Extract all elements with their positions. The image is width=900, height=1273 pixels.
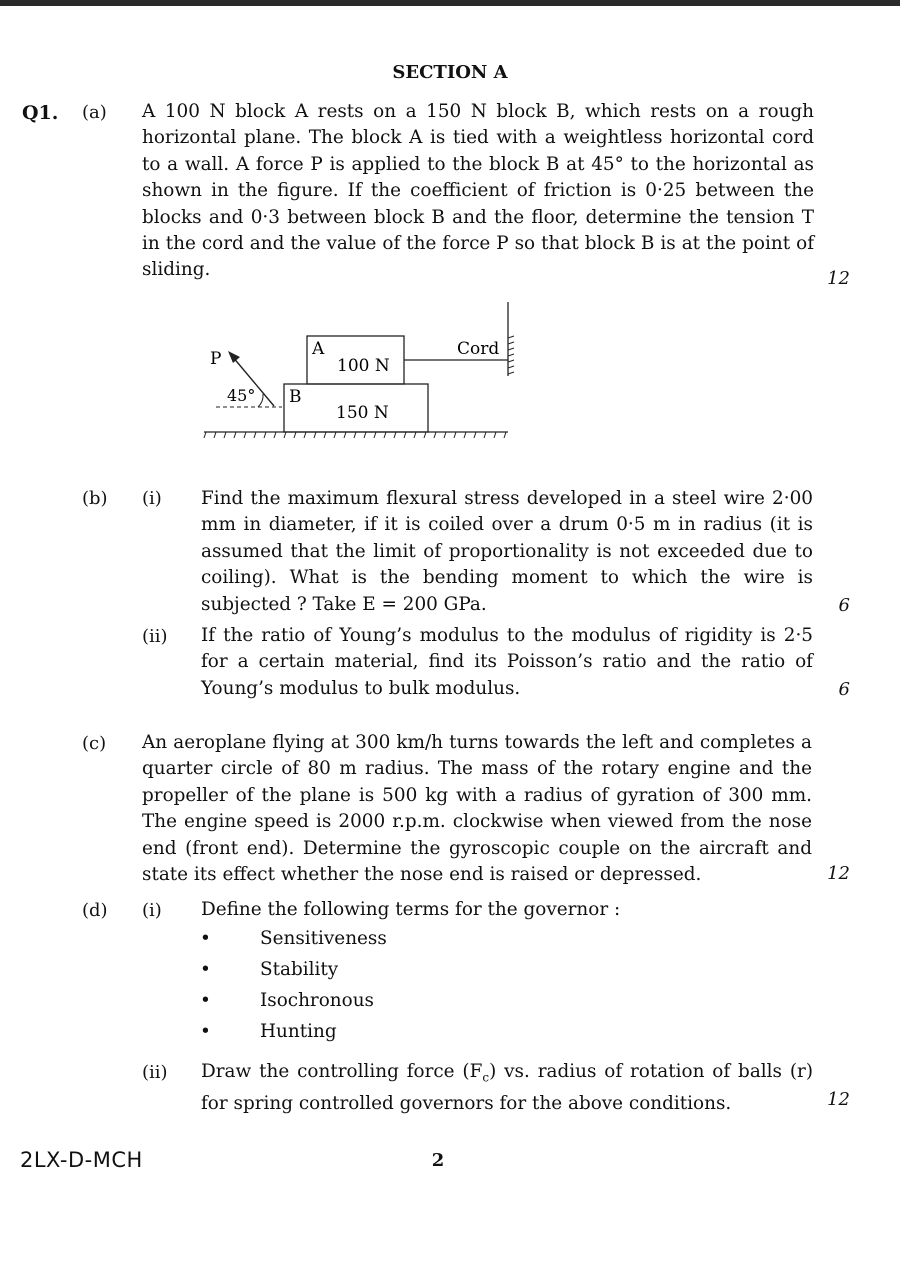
part-b-ii-text: If the ratio of Young’s modulus to the modulus of rigidity is 2·5 for a certain material, find its Poisson’s ratio and the ratio of Young’s modulus to bulk modulus.: [201, 625, 813, 699]
top-rule: [0, 0, 900, 6]
part-d-label: (d): [82, 900, 108, 921]
part-d-i-label: (i): [142, 900, 162, 921]
block-figure: [196, 298, 526, 448]
part-c-text: An aeroplane flying at 300 km/h turns towards the left and completes a quarter circle of 80 m radius. The mass of the rotary engine and the propeller of the plane is 500 kg with a radius of gyration of 300 mm. The engine speed is 2000 r.p.m. clockwise when viewed from the nose end (front end). Determine the gyroscopic couple on the aircraft and state its effect whether the nose end is raised or depressed.: [142, 732, 812, 886]
part-d-ii-marks: 12: [827, 1089, 850, 1110]
part-b-i-label: (i): [142, 488, 162, 509]
section-title: SECTION A: [392, 62, 508, 83]
angle-label: 45°: [227, 386, 256, 405]
block-a-weight: 100 N: [337, 356, 390, 376]
ground-hatch: [204, 432, 506, 438]
part-a-marks: 12: [827, 268, 850, 289]
bullet-icon: •: [200, 990, 211, 1011]
force-p-arrowhead: [228, 351, 240, 363]
bullet-icon: •: [200, 1021, 211, 1042]
part-c-label: (c): [82, 733, 107, 754]
bullet-icon: •: [200, 959, 211, 980]
part-d-ii-text: Draw the controlling force $(F_c)$ vs. radius of rotation of balls (r) for spring controlled governors for the above conditions.: [201, 1061, 813, 1115]
part-a-label: (a): [82, 102, 107, 123]
part-b-i-marks: 6: [838, 595, 850, 616]
part-b-ii-label: (ii): [142, 626, 168, 647]
part-a-text: A 100 N block A rests on a 150 N block B, which rests on a rough horizontal plane. The block A is tied with a weightless horizontal cord to a wall. A force P is applied to the block B at 45° to the horizontal as shown in the figure. If the coefficient of friction is 0·25 between the blocks and 0·3 between block B and the floor, determine the tension T in the cord and the value of the force P so that block B is at the point of sliding.: [142, 101, 814, 281]
part-d-i-text: Define the following terms for the governor :: [201, 899, 621, 920]
bullet-icon: •: [200, 928, 211, 949]
block-b-weight: 150 N: [336, 403, 389, 423]
part-b-label: (b): [82, 488, 108, 509]
page-number: 2: [431, 1150, 445, 1171]
force-p-label: P: [210, 349, 222, 369]
part-c-marks: 12: [827, 863, 850, 884]
block-b-label: B: [289, 387, 302, 407]
part-b-ii-marks: 6: [838, 679, 850, 700]
paper-code: 2LX-D-MCH: [20, 1148, 143, 1172]
part-d-ii-label: (ii): [142, 1062, 168, 1083]
block-a-label: A: [312, 339, 325, 359]
cord-label: Cord: [457, 339, 500, 359]
angle-arc: [258, 394, 263, 407]
question-number: Q1.: [22, 102, 59, 124]
part-b-i-text: Find the maximum flexural stress developed in a steel wire 2·00 mm in diameter, if it is coiled over a drum 0·5 m in radius (it is assumed that the limit of proportionality is not exceeded due to coiling). What is the bending moment to which the wire is subjected ? Take E = 200 GPa.: [201, 488, 813, 615]
wall-hatch: [508, 336, 514, 374]
